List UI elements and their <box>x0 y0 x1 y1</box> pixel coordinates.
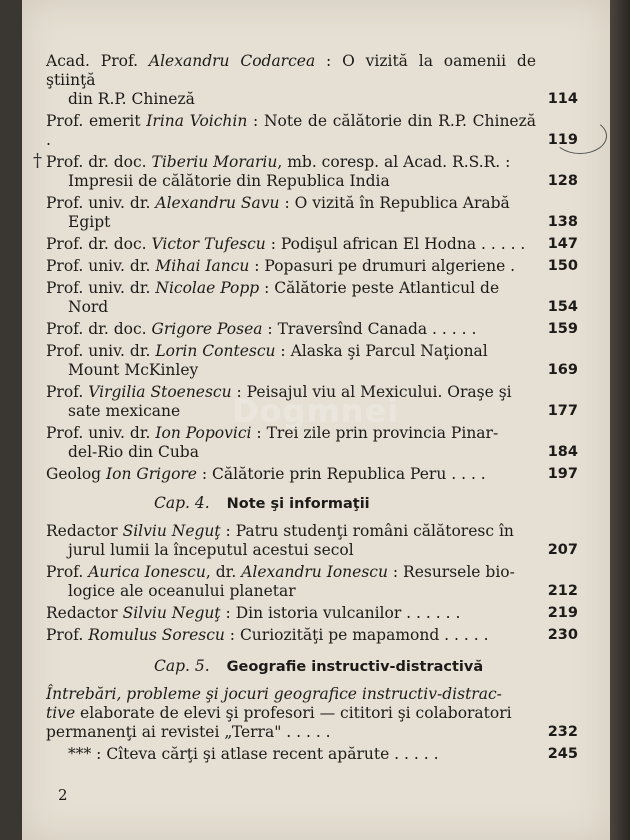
author-name: Irina Voichin <box>146 112 248 130</box>
page-ref: 212 <box>547 583 578 599</box>
author-prefix: Prof. univ. dr. <box>46 194 156 212</box>
entry-line2: logice ale oceanului planetar <box>68 582 296 600</box>
author-prefix: Prof. univ. dr. <box>46 279 156 297</box>
entry-line2: jurul lumii la începutul acestui secol <box>68 541 354 559</box>
toc-entry <box>46 563 578 601</box>
page-ref: 114 <box>547 91 578 107</box>
toc-entry <box>46 465 578 484</box>
entry-author-title <box>46 153 510 171</box>
entry-title: : O vizită la oamenii de ştiinţă <box>46 52 537 89</box>
author-prefix: Prof. <box>46 383 89 401</box>
author-name: Ion Popovici <box>155 424 252 442</box>
chapter-title: Note şi informaţii <box>226 496 370 512</box>
entry-line2: Mount McKinley <box>68 361 199 379</box>
toc-entry <box>46 342 578 380</box>
author-prefix: Prof. dr. doc. <box>46 320 152 338</box>
page-ref: 138 <box>547 214 578 230</box>
author-prefix: Prof. univ. dr. <box>46 342 156 360</box>
entry-author-title <box>46 320 476 338</box>
author-name: Tiberiu Morariu <box>151 153 278 171</box>
entry-author-title <box>46 279 499 297</box>
author-prefix: Prof. dr. doc. <box>46 153 152 171</box>
chapter-title: Geografie instructiv-distractivă <box>226 659 484 675</box>
entry-title: : Note de călătorie din R.P. Chineză . <box>46 112 537 149</box>
toc-entry <box>46 279 578 317</box>
entry-author-title <box>46 342 488 360</box>
entry-title: : Curiozităţi pe mapamond . . . . . <box>224 626 489 644</box>
entry-title: , mb. coresp. al Acad. R.S.R. : <box>277 153 511 171</box>
page-ref: 159 <box>547 321 578 337</box>
author-name: Virgilia Stoenescu <box>88 383 232 401</box>
page-ref: 230 <box>547 627 578 643</box>
page-ref: 207 <box>547 542 578 558</box>
author-prefix: Prof. dr. doc. <box>46 235 152 253</box>
author-prefix: Geolog <box>46 465 107 483</box>
entry-title: : Din istoria vulcanilor . . . . . . <box>220 604 461 622</box>
entry-line2: Nord <box>68 298 109 316</box>
entry-author-title <box>46 112 536 149</box>
entry-author-title <box>46 257 515 275</box>
toc-entry <box>46 257 578 276</box>
entry-intro-cont: tive <box>46 704 76 722</box>
author-name: Lorin Contescu <box>155 342 276 360</box>
entry-line2: elaborate de elevi şi profesori — cititori şi colaboratori <box>75 704 512 722</box>
chapter-heading-5 <box>154 657 578 677</box>
entry-author-title <box>46 465 486 483</box>
entry-author-title <box>46 626 489 644</box>
entry-line2: din R.P. Chineză <box>68 90 195 108</box>
toc-entry <box>46 52 578 109</box>
author-prefix: Prof. univ. dr. <box>46 257 156 275</box>
entry-author-title <box>46 235 525 253</box>
entry-title-2: : Resursele bio- <box>387 563 515 581</box>
author-name-2: Alexandru Ionescu <box>241 563 388 581</box>
entry-title: : Patru studenţi români călătoresc în <box>220 522 514 540</box>
author-prefix: Redactor <box>46 522 123 540</box>
page-edge-shadow <box>610 0 630 840</box>
toc-entry <box>46 235 578 254</box>
toc-entry <box>46 604 578 623</box>
toc-entry <box>46 153 578 191</box>
page-ref: 197 <box>547 466 578 482</box>
author-prefix: Redactor <box>46 604 123 622</box>
entry-intro: Întrebări, probleme şi jocuri geografice instructiv-distrac- <box>46 685 502 703</box>
author-name: Ion Grigore <box>106 465 197 483</box>
author-name: Romulus Sorescu <box>88 626 225 644</box>
entry-author-title <box>46 563 515 581</box>
entry-title: : Peisajul viu al Mexicului. Oraşe şi <box>231 383 512 401</box>
page-ref: 150 <box>547 258 578 274</box>
entry-title: : O vizită în Republica Arabă <box>279 194 510 212</box>
page-ref: 119 <box>547 132 578 148</box>
entry-title: : Alaska şi Parcul Naţional <box>275 342 488 360</box>
page-ref: 169 <box>547 362 578 378</box>
entry-author-title <box>46 522 514 540</box>
entry-line2: Impresii de călătorie din Republica India <box>68 172 390 190</box>
entry-title: : Podişul african El Hodna . . . . . <box>265 235 526 253</box>
author-name: Victor Tufescu <box>151 235 266 253</box>
toc-entry <box>46 685 578 742</box>
author-name: Alexandru Codarcea <box>148 52 316 70</box>
author-name: Mihai Iancu <box>155 257 250 275</box>
page-ref: 245 <box>547 746 578 762</box>
handwritten-cross-mark: † <box>33 150 42 171</box>
entry-title: : Traversînd Canada . . . . . <box>262 320 477 338</box>
author-name: Silviu Neguţ <box>122 522 221 540</box>
author-name: Alexandru Savu <box>155 194 280 212</box>
author-name: Grigore Posea <box>151 320 263 338</box>
toc-entry <box>46 745 578 764</box>
toc-entry <box>46 522 578 560</box>
author-name: Silviu Neguţ <box>122 604 221 622</box>
page-ref: 128 <box>547 173 578 189</box>
entry-line3: permanenţi ai revistei „Terra" . . . . . <box>46 723 331 741</box>
page-number: 2 <box>58 786 68 804</box>
page-ref: 154 <box>547 299 578 315</box>
page-ref: 184 <box>547 444 578 460</box>
entry-title: , dr. <box>205 563 242 581</box>
page-ref: 177 <box>547 403 578 419</box>
entry-author-title <box>46 52 536 89</box>
entry-line2: del-Rio din Cuba <box>68 443 199 461</box>
chapter-heading-4 <box>154 494 578 514</box>
page-ref: 232 <box>547 724 578 740</box>
chapter-number: Cap. 5. <box>154 657 210 675</box>
entry-title: : Călătorie peste Atlanticul de <box>259 279 500 297</box>
page-ref: 147 <box>547 236 578 252</box>
author-prefix: Prof. <box>46 563 89 581</box>
author-prefix: Acad. Prof. <box>46 52 149 70</box>
author-name: Nicolae Popp <box>155 279 260 297</box>
entry-title: : Popasuri pe drumuri algeriene . <box>249 257 516 275</box>
entry-title: *** : Cîteva cărţi şi atlase recent apărute . . . . . <box>68 745 439 763</box>
entry-line2: sate mexicane <box>68 402 181 420</box>
toc-group-chapter4 <box>46 522 578 645</box>
author-prefix: Prof. univ. dr. <box>46 424 156 442</box>
entry-title: : Călătorie prin Republica Peru . . . . <box>196 465 486 483</box>
author-prefix: Prof. emerit <box>46 112 147 130</box>
toc-entry <box>46 626 578 645</box>
chapter-number: Cap. 4. <box>154 494 210 512</box>
entry-author-title <box>46 194 510 212</box>
author-name: Aurica Ionescu <box>88 563 206 581</box>
entry-title: : Trei zile prin provincia Pinar- <box>251 424 499 442</box>
toc-entry <box>46 320 578 339</box>
toc-entry <box>46 194 578 232</box>
toc-entry <box>46 112 578 150</box>
entry-author-title <box>46 604 460 622</box>
watermark-logo: Dogmnei <box>232 392 400 430</box>
author-prefix: Prof. <box>46 626 89 644</box>
page-ref: 219 <box>547 605 578 621</box>
entry-line2: Egipt <box>68 213 111 231</box>
